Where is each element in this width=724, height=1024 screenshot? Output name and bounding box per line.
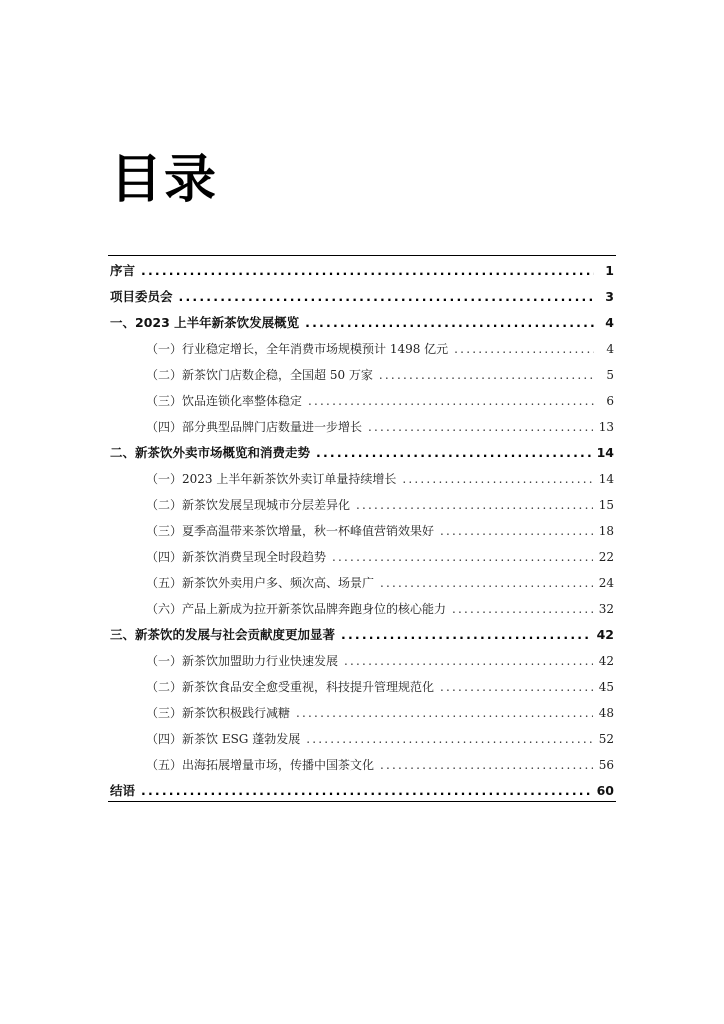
toc-page-number: 3 (605, 289, 614, 304)
toc-page-number: 1 (605, 263, 614, 278)
toc-page-number: 56 (598, 758, 614, 772)
toc-page-number: 15 (598, 498, 614, 512)
toc-page-number: 13 (598, 420, 614, 434)
toc-entry-label: （一）2023 上半年新茶饮外卖订单量持续增长 (146, 472, 397, 486)
toc-entry-label: （五）出海拓展增量市场，传播中国茶文化 (146, 758, 375, 772)
toc-page-number: 45 (598, 680, 614, 694)
toc-dot-leader (305, 310, 594, 336)
toc-entry-label: （四）新茶饮 ESG 蓬勃发展 (146, 732, 301, 746)
toc-page-number: 42 (598, 654, 614, 668)
toc-section-entry[interactable] (110, 414, 614, 440)
toc-dot-leader (141, 258, 594, 284)
toc-dot-leader (379, 362, 594, 388)
toc-page-number: 60 (596, 783, 614, 798)
toc-page-number: 24 (598, 576, 614, 590)
toc-dot-leader (380, 752, 593, 778)
toc-page-number: 5 (606, 368, 614, 382)
toc-dot-leader (308, 388, 594, 414)
toc-top-rule (108, 255, 616, 256)
toc-dot-leader (344, 648, 593, 674)
toc-dot-leader (380, 570, 593, 596)
toc-entry-label: （一）新茶饮加盟助力行业快速发展 (146, 654, 339, 668)
toc-chapter-entry[interactable] (110, 622, 614, 648)
page-title: 目录 (110, 150, 219, 210)
toc-section-entry[interactable] (110, 336, 614, 362)
toc-entry-label: （四）新茶饮消费呈现全时段趋势 (146, 550, 327, 564)
toc-section-entry[interactable] (110, 570, 614, 596)
toc-entry-label: （二）新茶饮门店数企稳，全国超 50 万家 (146, 368, 373, 382)
toc-dot-leader (179, 284, 594, 310)
toc-entry-label: 序言 (110, 263, 136, 278)
toc-section-entry[interactable] (110, 648, 614, 674)
toc-section-entry[interactable] (110, 726, 614, 752)
toc-page-number: 18 (598, 524, 614, 538)
toc-entry-label: 结语 (110, 783, 136, 798)
toc-dot-leader (306, 726, 593, 752)
toc-dot-leader (452, 596, 593, 622)
toc-chapter-entry[interactable] (110, 258, 614, 284)
toc-entry-label: （二）新茶饮发展呈现城市分层差异化 (146, 498, 351, 512)
toc-entry-label: （五）新茶饮外卖用户多、频次高、场景广 (146, 576, 375, 590)
toc-section-entry[interactable] (110, 466, 614, 492)
table-of-contents (110, 258, 614, 804)
toc-page-number: 14 (596, 445, 614, 460)
toc-entry-label: （一）行业稳定增长，全年消费市场规模预计 1498 亿元 (146, 342, 449, 356)
toc-dot-leader (296, 700, 593, 726)
toc-page-number: 22 (598, 550, 614, 564)
toc-page-number: 6 (606, 394, 614, 408)
toc-section-entry[interactable] (110, 362, 614, 388)
toc-entry-label: 三、新茶饮的发展与社会贡献度更加显著 (110, 627, 336, 642)
toc-page-number: 4 (605, 315, 614, 330)
toc-entry-label: 一、2023 上半年新茶饮发展概览 (110, 315, 300, 330)
toc-page-number: 48 (598, 706, 614, 720)
toc-entry-label: （四）部分典型品牌门店数量进一步增长 (146, 420, 363, 434)
toc-section-entry[interactable] (110, 492, 614, 518)
toc-page-number: 42 (596, 627, 614, 642)
toc-entry-label: 二、新茶饮外卖市场概览和消费走势 (110, 445, 311, 460)
toc-dot-leader (316, 440, 591, 466)
toc-dot-leader (402, 466, 592, 492)
toc-dot-leader (356, 492, 593, 518)
toc-dot-leader (454, 336, 594, 362)
toc-section-entry[interactable] (110, 544, 614, 570)
toc-dot-leader (440, 518, 593, 544)
toc-dot-leader (341, 622, 591, 648)
toc-page-number: 52 (598, 732, 614, 746)
toc-section-entry[interactable] (110, 700, 614, 726)
toc-section-entry[interactable] (110, 388, 614, 414)
toc-page-number: 32 (598, 602, 614, 616)
toc-dot-leader (440, 674, 593, 700)
toc-chapter-entry[interactable] (110, 440, 614, 466)
toc-chapter-entry[interactable] (110, 284, 614, 310)
toc-section-entry[interactable] (110, 596, 614, 622)
toc-section-entry[interactable] (110, 518, 614, 544)
toc-section-entry[interactable] (110, 752, 614, 778)
toc-chapter-entry[interactable] (110, 310, 614, 336)
toc-bottom-rule (108, 801, 616, 802)
toc-section-entry[interactable] (110, 674, 614, 700)
toc-entry-label: （六）产品上新成为拉开新茶饮品牌奔跑身位的核心能力 (146, 602, 447, 616)
toc-entry-label: （三）夏季高温带来茶饮增量，秋一杯峰值营销效果好 (146, 524, 435, 538)
toc-dot-leader (368, 414, 593, 440)
toc-page-number: 14 (598, 472, 614, 486)
toc-entry-label: （二）新茶饮食品安全愈受重视，科技提升管理规范化 (146, 680, 435, 694)
toc-entry-label: 项目委员会 (110, 289, 173, 304)
toc-dot-leader (332, 544, 593, 570)
toc-entry-label: （三）饮品连锁化率整体稳定 (146, 394, 303, 408)
toc-page-number: 4 (606, 342, 614, 356)
toc-entry-label: （三）新茶饮积极践行减糖 (146, 706, 291, 720)
